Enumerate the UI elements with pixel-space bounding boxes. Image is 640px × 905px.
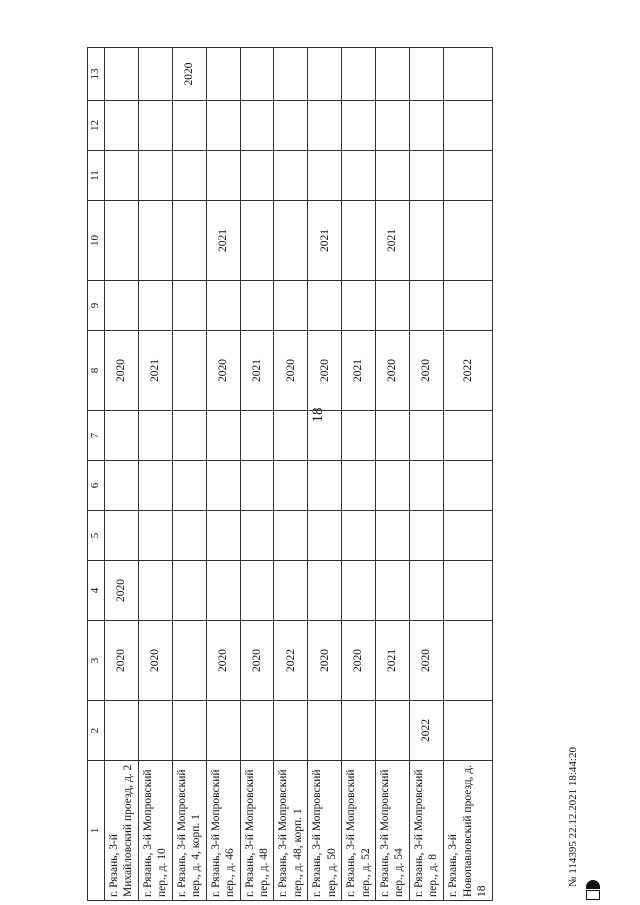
table-row	[105, 48, 139, 901]
year-cell	[240, 281, 274, 331]
year-cell	[105, 511, 139, 561]
column-header: 11	[88, 151, 105, 201]
year-cell	[206, 281, 240, 331]
year-cell	[443, 151, 492, 201]
year-cell	[376, 151, 410, 201]
year-cell	[206, 561, 240, 621]
year-cell	[172, 461, 206, 511]
year-cell	[409, 281, 443, 331]
table-row	[172, 48, 206, 901]
year-cell	[172, 281, 206, 331]
year-cell	[105, 461, 139, 511]
year-cell	[376, 561, 410, 621]
year-cell: 2020	[105, 331, 139, 411]
year-cell	[443, 48, 492, 101]
year-cell	[443, 411, 492, 461]
table-row	[443, 48, 492, 901]
year-cell: 2020	[376, 331, 410, 411]
year-cell	[138, 101, 172, 151]
year-cell: 2020	[172, 48, 206, 101]
year-cell	[376, 281, 410, 331]
year-cell	[274, 201, 308, 281]
year-cell	[376, 101, 410, 151]
year-cell	[105, 201, 139, 281]
column-header: 1	[88, 761, 105, 901]
address-cell: г. Рязань, 3-й Мопровский пер., д. 8	[409, 761, 443, 901]
year-cell	[274, 511, 308, 561]
year-cell	[240, 151, 274, 201]
column-header: 3	[88, 621, 105, 701]
year-cell	[105, 281, 139, 331]
year-cell	[105, 411, 139, 461]
logo-frame-icon	[586, 890, 600, 900]
year-cell	[240, 561, 274, 621]
table-row	[138, 48, 172, 901]
year-cell	[342, 281, 376, 331]
year-cell	[172, 201, 206, 281]
header-row	[88, 48, 105, 901]
year-cell: 2022	[443, 331, 492, 411]
year-cell	[172, 151, 206, 201]
table-row	[409, 48, 443, 901]
logo-badge-icon	[586, 880, 600, 889]
year-cell	[443, 561, 492, 621]
registration-stamp: № 114395 22.12.2021 18:44:20	[567, 747, 579, 887]
schedule-table	[87, 47, 493, 901]
year-cell	[274, 561, 308, 621]
year-cell	[443, 701, 492, 761]
year-cell: 2020	[308, 621, 342, 701]
year-cell	[409, 561, 443, 621]
year-cell	[342, 511, 376, 561]
year-cell	[376, 411, 410, 461]
year-cell	[172, 411, 206, 461]
year-cell: 2020	[409, 621, 443, 701]
year-cell	[138, 511, 172, 561]
year-cell	[443, 461, 492, 511]
year-cell: 2020	[308, 331, 342, 411]
year-cell	[274, 48, 308, 101]
address-cell: г. Рязань, 3-й Мопровский пер., д. 54	[376, 761, 410, 901]
column-header: 8	[88, 331, 105, 411]
year-cell	[138, 461, 172, 511]
year-cell: 2020	[274, 331, 308, 411]
year-cell	[342, 701, 376, 761]
year-cell	[376, 511, 410, 561]
year-cell	[206, 461, 240, 511]
year-cell	[138, 201, 172, 281]
year-cell	[274, 461, 308, 511]
year-cell	[308, 48, 342, 101]
year-cell	[206, 411, 240, 461]
year-cell	[105, 101, 139, 151]
column-header: 7	[88, 411, 105, 461]
year-cell: 2021	[308, 201, 342, 281]
column-header: 4	[88, 561, 105, 621]
year-cell	[342, 48, 376, 101]
address-cell: г. Рязань, 3-й Мопровский пер., д. 48, корп. 1	[274, 761, 308, 901]
year-cell	[240, 511, 274, 561]
year-cell	[342, 461, 376, 511]
year-cell	[206, 151, 240, 201]
year-cell	[308, 461, 342, 511]
column-header: 6	[88, 461, 105, 511]
year-cell	[308, 411, 342, 461]
year-cell	[376, 461, 410, 511]
year-cell	[376, 701, 410, 761]
year-cell	[172, 621, 206, 701]
document-logo	[586, 880, 600, 900]
column-header: 5	[88, 511, 105, 561]
year-cell	[443, 201, 492, 281]
table-body	[105, 48, 493, 901]
year-cell: 2021	[376, 201, 410, 281]
year-cell	[308, 701, 342, 761]
year-cell	[409, 411, 443, 461]
year-cell: 2020	[409, 331, 443, 411]
year-cell	[308, 281, 342, 331]
year-cell	[409, 511, 443, 561]
year-cell	[206, 101, 240, 151]
year-cell	[172, 331, 206, 411]
year-cell	[206, 48, 240, 101]
year-cell: 2020	[105, 621, 139, 701]
year-cell	[138, 281, 172, 331]
year-cell	[308, 561, 342, 621]
year-cell	[409, 101, 443, 151]
address-cell: г. Рязань, 3-й Мопровский пер., д. 48	[240, 761, 274, 901]
year-cell	[443, 511, 492, 561]
year-cell	[240, 701, 274, 761]
year-cell	[443, 101, 492, 151]
year-cell	[240, 48, 274, 101]
column-header: 2	[88, 701, 105, 761]
table-row	[206, 48, 240, 901]
year-cell: 2022	[274, 621, 308, 701]
address-cell: г. Рязань, 3-й Новопавловский проезд, д. 18	[443, 761, 492, 901]
year-cell	[342, 411, 376, 461]
year-cell	[274, 701, 308, 761]
year-cell: 2022	[409, 701, 443, 761]
year-cell	[172, 511, 206, 561]
year-cell	[342, 201, 376, 281]
year-cell	[138, 701, 172, 761]
year-cell: 2020	[240, 621, 274, 701]
year-cell	[172, 101, 206, 151]
year-cell	[206, 701, 240, 761]
address-cell: г. Рязань, 3-й Мопровский пер., д. 52	[342, 761, 376, 901]
year-cell	[308, 151, 342, 201]
year-cell	[105, 701, 139, 761]
page-number: 18	[310, 407, 326, 423]
year-cell	[240, 411, 274, 461]
year-cell	[138, 48, 172, 101]
address-cell: г. Рязань, 3-й Мопровский пер., д. 10	[138, 761, 172, 901]
year-cell: 2021	[206, 201, 240, 281]
table-row	[274, 48, 308, 901]
address-cell: г. Рязань, 3-й Мопровский пер., д. 4, корп. 1	[172, 761, 206, 901]
year-cell	[172, 561, 206, 621]
year-cell	[409, 461, 443, 511]
year-cell	[240, 461, 274, 511]
column-header: 9	[88, 281, 105, 331]
year-cell: 2020	[105, 561, 139, 621]
rotated-table-container	[87, 48, 493, 901]
year-cell	[409, 48, 443, 101]
address-cell: г. Рязань, 3-й Мопровский пер., д. 50	[308, 761, 342, 901]
year-cell: 2020	[206, 621, 240, 701]
address-cell: г. Рязань, 3-й Михайловский проезд, д. 2	[105, 761, 139, 901]
year-cell: 2021	[240, 331, 274, 411]
year-cell	[443, 281, 492, 331]
year-cell	[138, 411, 172, 461]
address-cell: г. Рязань, 3-й Мопровский пер., д. 46	[206, 761, 240, 901]
year-cell	[274, 101, 308, 151]
year-cell	[138, 151, 172, 201]
year-cell: 2020	[342, 621, 376, 701]
column-header: 10	[88, 201, 105, 281]
year-cell: 2020	[206, 331, 240, 411]
year-cell: 2020	[138, 621, 172, 701]
table-row	[240, 48, 274, 901]
year-cell: 2021	[138, 331, 172, 411]
year-cell	[138, 561, 172, 621]
year-cell	[308, 511, 342, 561]
year-cell	[274, 411, 308, 461]
year-cell	[240, 101, 274, 151]
table-row	[308, 48, 342, 901]
year-cell	[409, 151, 443, 201]
year-cell	[342, 101, 376, 151]
year-cell	[172, 701, 206, 761]
table-row	[376, 48, 410, 901]
year-cell	[105, 48, 139, 101]
year-cell	[342, 151, 376, 201]
year-cell	[342, 561, 376, 621]
year-cell	[206, 511, 240, 561]
year-cell	[274, 151, 308, 201]
year-cell: 2021	[342, 331, 376, 411]
column-header: 13	[88, 48, 105, 101]
year-cell	[308, 101, 342, 151]
year-cell	[274, 281, 308, 331]
year-cell	[443, 621, 492, 701]
year-cell	[376, 48, 410, 101]
year-cell	[409, 201, 443, 281]
year-cell	[105, 151, 139, 201]
year-cell	[240, 201, 274, 281]
table-row	[342, 48, 376, 901]
year-cell: 2021	[376, 621, 410, 701]
column-header: 12	[88, 101, 105, 151]
